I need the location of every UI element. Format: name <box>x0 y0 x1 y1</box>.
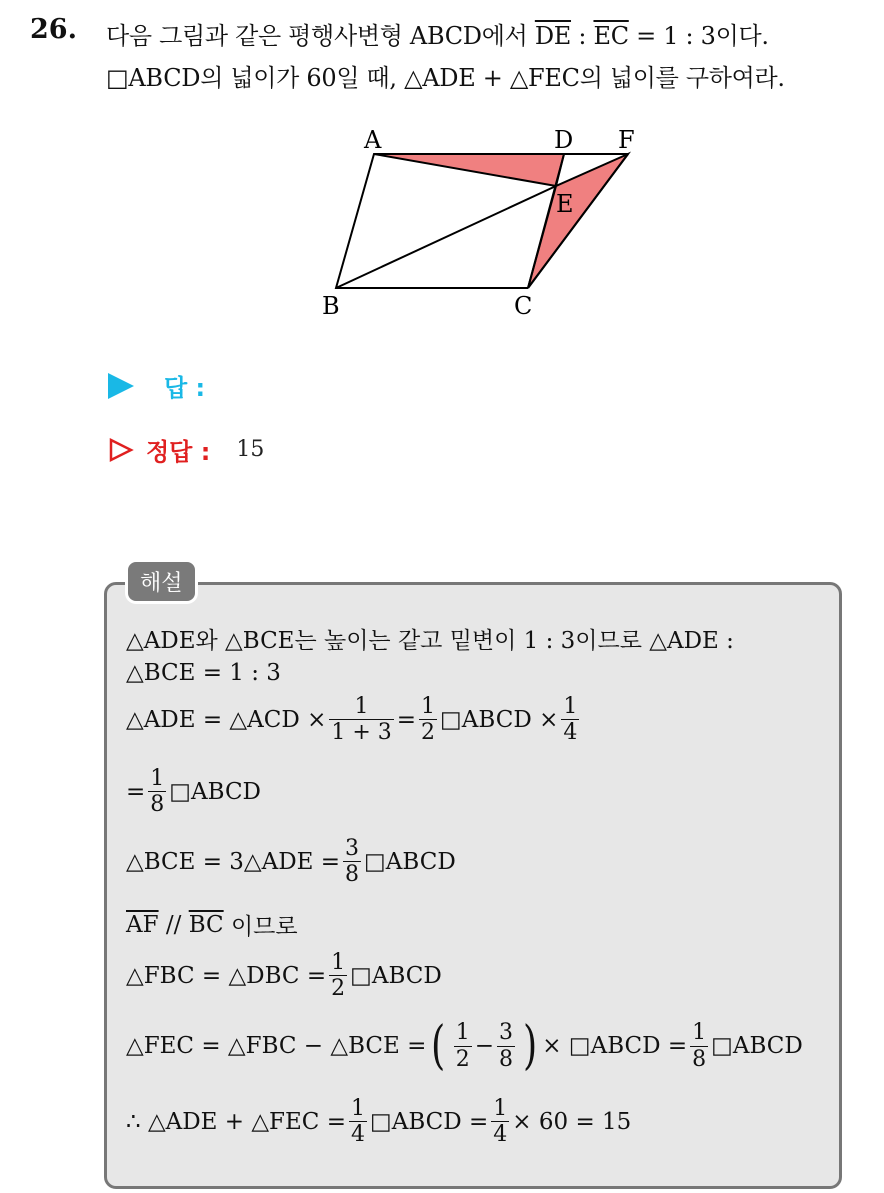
fraction <box>349 1096 367 1148</box>
fraction <box>454 1020 472 1072</box>
denominator: 2 <box>455 1046 470 1072</box>
fraction <box>148 766 166 818</box>
segment-af: $\overline{AF}$ <box>126 911 159 938</box>
fraction <box>497 1020 515 1072</box>
denominator: 1 + 3 <box>331 720 392 746</box>
parallel-symbol: // <box>158 911 189 938</box>
expr: = <box>396 706 417 733</box>
solution-line-3 <box>126 694 582 746</box>
expr: □ABCD <box>169 778 261 805</box>
left-paren: ( <box>431 1016 446 1076</box>
play-icon <box>108 373 134 399</box>
parallelogram-figure <box>310 118 650 318</box>
play-outline-icon <box>108 437 134 463</box>
segment-ec: $\overline{EC}$ <box>593 22 629 50</box>
label-d: D <box>554 126 574 154</box>
numerator: 1 <box>692 1020 707 1046</box>
answer-label: 답 : <box>164 374 206 402</box>
expr: □ABCD = <box>369 1108 489 1135</box>
fraction <box>329 950 347 1002</box>
problem-text: 다음 그림과 같은 평행사변형 ABCD에서 <box>106 22 535 50</box>
expr: 이므로 <box>223 914 298 940</box>
triangle-ade <box>374 154 564 186</box>
problem-number: 26. <box>30 14 77 45</box>
denominator: 2 <box>331 976 346 1002</box>
label-f: F <box>618 126 635 154</box>
fraction <box>561 694 579 746</box>
expr: × 60 = 15 <box>512 1108 632 1135</box>
denominator: 8 <box>498 1046 513 1072</box>
answer-row <box>108 368 205 403</box>
label-e: E <box>556 190 574 218</box>
solution-line-5 <box>126 836 456 888</box>
numerator: 1 <box>354 694 369 719</box>
expr: △ADE = △ACD × <box>126 706 327 733</box>
denominator: 8 <box>150 792 165 818</box>
expr: △FEC = △FBC − △BCE = <box>126 1033 427 1059</box>
fraction <box>419 694 437 746</box>
solution-line-6 <box>126 908 298 941</box>
numerator: 1 <box>563 694 578 719</box>
fraction <box>491 1096 509 1148</box>
correct-answer-label: 정답 : <box>146 438 211 466</box>
right-paren: ) <box>523 1016 538 1076</box>
fraction <box>690 1020 708 1072</box>
numerator: 1 <box>493 1096 508 1121</box>
label-b: B <box>322 292 340 318</box>
denominator: 4 <box>493 1122 508 1148</box>
denominator: 2 <box>421 720 436 746</box>
solution-line-7 <box>126 950 442 1002</box>
denominator: 8 <box>692 1046 707 1072</box>
expr: = <box>126 778 146 805</box>
solution-line-4 <box>126 766 261 818</box>
solution-line-9 <box>126 1096 631 1148</box>
minus: − <box>474 1033 494 1059</box>
segment-de: $\overline{DE}$ <box>534 22 572 50</box>
expr: □ABCD <box>350 962 442 989</box>
solution-tag: 해설 <box>128 562 195 601</box>
problem-line-1 <box>106 16 769 51</box>
fraction <box>329 694 393 746</box>
denominator: 4 <box>350 1122 365 1148</box>
numerator: 1 <box>455 1020 470 1046</box>
ratio-colon: : <box>571 22 594 50</box>
denominator: 8 <box>345 862 360 888</box>
segment-bc: $\overline{BC}$ <box>188 911 224 938</box>
numerator: 1 <box>150 766 165 791</box>
solution-line-2: △BCE = 1 : 3 <box>126 660 281 686</box>
fraction <box>343 836 361 888</box>
expr: △BCE = 3△ADE = <box>126 848 341 875</box>
numerator: 3 <box>345 836 360 861</box>
numerator: 3 <box>498 1020 513 1046</box>
expr: □ABCD × <box>440 706 559 733</box>
expr: × □ABCD = <box>542 1033 688 1059</box>
numerator: 1 <box>350 1096 365 1121</box>
denominator: 4 <box>563 720 578 746</box>
problem-line-2: □ABCD의 넓이가 60일 때, △ADE + △FEC의 넓이를 구하여라. <box>106 64 785 92</box>
numerator: 1 <box>331 950 346 975</box>
expr: □ABCD <box>711 1033 803 1059</box>
expr: ∴ △ADE + △FEC = <box>126 1108 346 1135</box>
correct-answer-row <box>108 432 264 467</box>
label-a: A <box>364 126 382 154</box>
solution-line-1: △ADE와 △BCE는 높이는 같고 밑변이 1 : 3이므로 △ADE : <box>126 628 734 654</box>
expr: △FBC = △DBC = <box>126 962 327 989</box>
segment-be <box>336 186 556 288</box>
numerator: 1 <box>421 694 436 719</box>
solution-line-8 <box>126 1016 803 1076</box>
expr: □ABCD <box>364 848 456 875</box>
correct-answer-value: 15 <box>236 437 265 462</box>
label-c: C <box>514 292 533 318</box>
problem-text: = 1 : 3이다. <box>628 22 769 50</box>
